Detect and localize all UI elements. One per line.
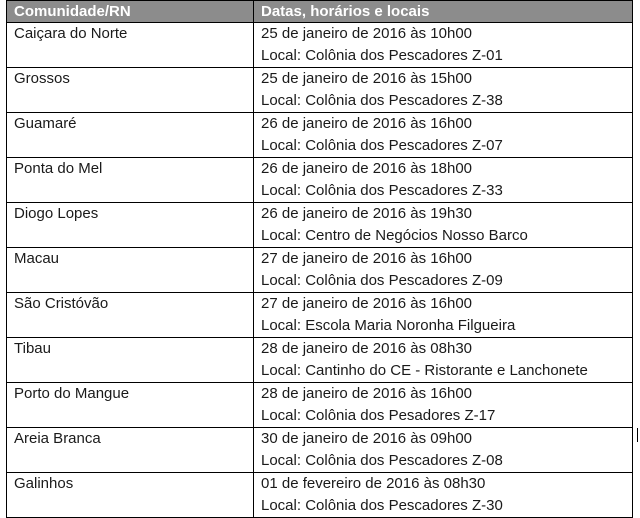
location: Local: Colônia dos Pescadores Z-30 — [261, 497, 503, 514]
text-cursor — [637, 428, 638, 442]
schedule-table — [6, 0, 633, 518]
date-time: 28 de janeiro de 2016 às 08h30 — [261, 340, 473, 357]
date-time: 26 de janeiro de 2016 às 16h00 — [261, 115, 473, 132]
location: Local: Colônia dos Pesadores Z-17 — [261, 407, 496, 424]
date-time: 26 de janeiro de 2016 às 19h30 — [261, 205, 473, 222]
location: Local: Escola Maria Noronha Filgueira — [261, 317, 516, 334]
community-name: Ponta do Mel — [14, 160, 103, 177]
community-name: Macau — [14, 250, 60, 267]
location: Local: Colônia dos Pescadores Z-07 — [261, 137, 503, 154]
table-header — [7, 1, 633, 23]
community-cell — [7, 23, 254, 68]
table-row — [7, 338, 633, 383]
location: Local: Centro de Negócios Nosso Barco — [261, 227, 528, 244]
community-cell — [7, 338, 254, 383]
community-cell — [7, 68, 254, 113]
location: Local: Colônia dos Pescadores Z-33 — [261, 182, 503, 199]
table-row — [7, 473, 633, 518]
details-cell — [254, 338, 633, 383]
date-time: 28 de janeiro de 2016 às 16h00 — [261, 385, 473, 402]
header-community: Comunidade/RN — [7, 1, 254, 23]
details-cell — [254, 158, 633, 203]
details-cell — [254, 113, 633, 158]
details-cell — [254, 428, 633, 473]
details-cell — [254, 383, 633, 428]
details-cell — [254, 203, 633, 248]
details-cell — [254, 248, 633, 293]
location: Local: Colônia dos Pescadores Z-08 — [261, 452, 503, 469]
date-time: 27 de janeiro de 2016 às 16h00 — [261, 295, 473, 312]
location: Local: Colônia dos Pescadores Z-38 — [261, 92, 503, 109]
community-name: Areia Branca — [14, 430, 101, 447]
date-time: 25 de janeiro de 2016 às 15h00 — [261, 70, 473, 87]
location: Local: Colônia dos Pescadores Z-09 — [261, 272, 503, 289]
table-row — [7, 248, 633, 293]
community-cell — [7, 383, 254, 428]
community-cell — [7, 248, 254, 293]
community-name: São Cristóvão — [14, 295, 109, 312]
details-cell — [254, 473, 633, 518]
table-row — [7, 113, 633, 158]
table-row — [7, 203, 633, 248]
date-time: 26 de janeiro de 2016 às 18h00 — [261, 160, 473, 177]
date-time: 27 de janeiro de 2016 às 16h00 — [261, 250, 473, 267]
date-time: 30 de janeiro de 2016 às 09h00 — [261, 430, 473, 447]
community-cell — [7, 428, 254, 473]
community-cell — [7, 293, 254, 338]
details-cell — [254, 293, 633, 338]
community-cell — [7, 113, 254, 158]
table-row — [7, 428, 633, 473]
date-time: 25 de janeiro de 2016 às 10h00 — [261, 25, 473, 42]
community-name: Diogo Lopes — [14, 205, 99, 222]
date-time: 01 de fevereiro de 2016 às 08h30 — [261, 475, 486, 492]
community-name: Porto do Mangue — [14, 385, 130, 402]
table-row — [7, 23, 633, 68]
header-details: Datas, horários e locais — [254, 1, 633, 23]
header-row — [7, 1, 633, 23]
table-row — [7, 68, 633, 113]
community-name: Grossos — [14, 70, 70, 87]
community-cell — [7, 473, 254, 518]
table-row — [7, 383, 633, 428]
community-cell — [7, 158, 254, 203]
community-name: Tibau — [14, 340, 51, 357]
details-cell — [254, 68, 633, 113]
table-row — [7, 158, 633, 203]
table-row — [7, 293, 633, 338]
community-cell — [7, 203, 254, 248]
community-name: Guamaré — [14, 115, 77, 132]
location: Local: Colônia dos Pescadores Z-01 — [261, 47, 503, 64]
table-body — [7, 23, 633, 518]
location: Local: Cantinho do CE - Ristorante e Lanchonete — [261, 362, 588, 379]
community-name: Caiçara do Norte — [14, 25, 128, 42]
details-cell — [254, 23, 633, 68]
community-name: Galinhos — [14, 475, 74, 492]
